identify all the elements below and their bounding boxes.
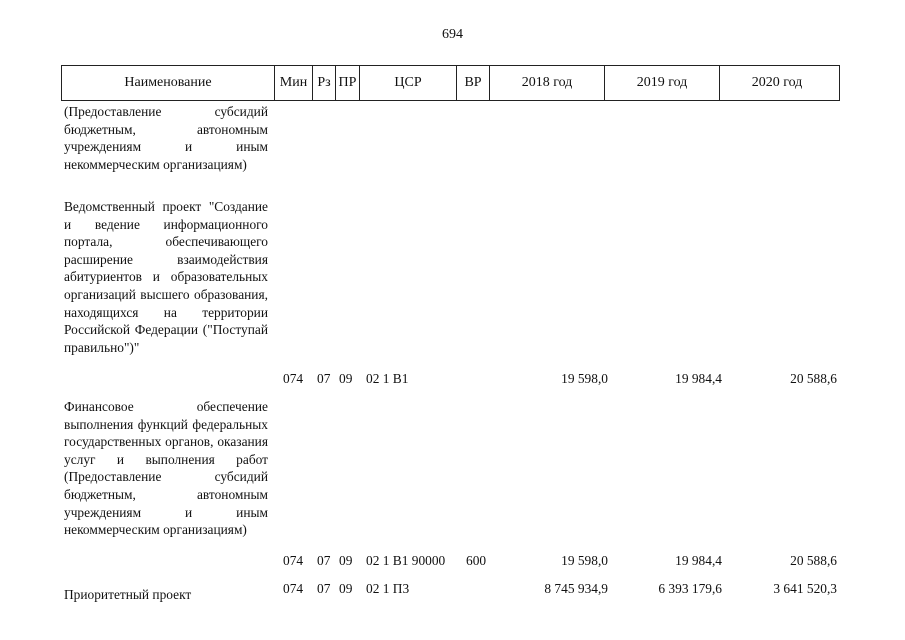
row-pr: 09 (339, 553, 353, 568)
page-number: 694 (442, 27, 463, 42)
row-min: 074 (283, 371, 304, 386)
row-vr: 600 (466, 553, 487, 568)
row-min: 074 (283, 581, 304, 596)
header-2018: 2018 год (489, 66, 604, 100)
header-rz: Рз (312, 66, 335, 100)
header-vr: ВР (456, 66, 489, 100)
row-csr: 02 1 П3 (366, 581, 410, 596)
header-2019: 2019 год (604, 66, 719, 100)
row-csr: 02 1 В1 (366, 371, 409, 386)
row-name: Ведомственный проект "Создание и ведение информационного портала, обеспечивающего расширение взаимодействия абитуриентов и образовательных организаций высшего образования, находящихся на территории Российской Федерации ("Поступай правильно")" (64, 199, 268, 355)
row-pr: 09 (339, 581, 353, 596)
row-pr: 09 (339, 371, 353, 386)
row-rz: 07 (317, 371, 331, 386)
header-pr: ПР (335, 66, 359, 100)
header-csr: ЦСР (359, 66, 456, 100)
header-min: Мин (274, 66, 312, 100)
row-name: Финансовое обеспечение выполнения функций федеральных государственных органов, оказания услуг и выполнения работ (Предоставление субсидий бюджетным, автономным учреждениям и иным некоммерческим организациям) (64, 399, 268, 538)
row-2018: 19 598,0 (561, 553, 608, 568)
row-2020: 20 588,6 (790, 553, 837, 568)
header-2020: 2020 год (719, 66, 834, 100)
row-csr: 02 1 В1 90000 (366, 553, 446, 568)
row-min: 074 (283, 553, 304, 568)
row-name: Приоритетный проект (64, 587, 192, 602)
row-2019: 19 984,4 (675, 371, 722, 386)
row-name: (Предоставление субсидий бюджетным, автономным учреждениям и иным некоммерческим организациям) (64, 104, 268, 172)
row-2020: 20 588,6 (790, 371, 837, 386)
row-rz: 07 (317, 581, 331, 596)
row-2019: 19 984,4 (675, 553, 722, 568)
row-rz: 07 (317, 553, 331, 568)
header-name: Наименование (124, 75, 212, 90)
row-2020: 3 641 520,3 (773, 581, 837, 596)
row-2018: 8 745 934,9 (544, 581, 608, 596)
row-2019: 6 393 179,6 (658, 581, 722, 596)
row-2018: 19 598,0 (561, 371, 608, 386)
